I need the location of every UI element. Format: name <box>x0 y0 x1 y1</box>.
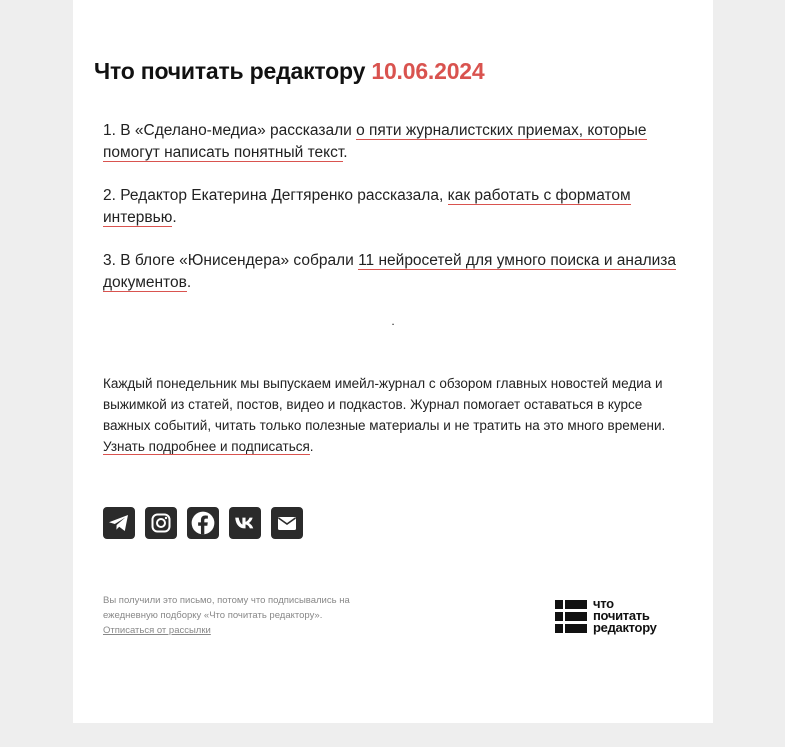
facebook-icon[interactable] <box>187 507 219 539</box>
article-link[interactable]: как работать с форматом интервью <box>103 187 631 226</box>
list-item <box>103 185 693 229</box>
newsletter-title <box>94 58 485 85</box>
social-links <box>103 507 303 539</box>
item-text: 3. В блоге «Юнисендера» собрали <box>103 252 359 269</box>
article-list <box>103 120 693 315</box>
about-body: Каждый понедельник мы выпускаем имейл-журнал с обзором главных новостей медиа и выжимкой из статей, постов, видео и подкастов. Журнал помогает оставаться в курсе важных событий, читать только полезные материалы и не тратить на это много времени. <box>103 376 666 433</box>
vk-icon[interactable] <box>229 507 261 539</box>
item-text: 1. В «Сделано-медиа» рассказали <box>103 122 357 139</box>
logo-line: почитать <box>593 608 650 623</box>
separator: . <box>391 314 395 328</box>
list-item <box>103 120 693 164</box>
logo-line: что <box>593 596 614 611</box>
instagram-icon[interactable] <box>145 507 177 539</box>
logo-text <box>593 598 657 634</box>
item-suffix: . <box>343 144 348 161</box>
logo-line: редактору <box>593 620 657 635</box>
title-text: Что почитать редактору <box>94 58 366 84</box>
email-card <box>73 0 713 723</box>
article-link[interactable]: 11 нейросетей для умного поиска и анализа документов <box>103 252 677 291</box>
unsubscribe-link[interactable]: Отписаться от рассылки <box>103 625 211 636</box>
telegram-icon[interactable] <box>103 507 135 539</box>
article-link[interactable]: о пяти журналистских приемах, которые помогут написать понятный текст <box>103 122 647 161</box>
list-item <box>103 250 693 294</box>
item-suffix: . <box>186 274 192 291</box>
issue-date: 10.06.2024 <box>371 58 485 84</box>
item-suffix: . <box>172 209 177 226</box>
logo <box>555 598 657 634</box>
footer-text: Вы получили это письмо, потому что подписывались на ежедневную подборку «Что почитать редактору». <box>103 595 350 621</box>
about-text <box>103 373 693 457</box>
footer-note <box>103 593 393 638</box>
logo-mark-icon <box>555 600 587 633</box>
item-text: 2. Редактор Екатерина Дегтяренко рассказала, <box>103 187 448 204</box>
email-icon[interactable] <box>271 507 303 539</box>
subscribe-link[interactable]: Узнать подробнее и подписаться <box>103 439 310 454</box>
about-suffix: . <box>309 439 314 454</box>
